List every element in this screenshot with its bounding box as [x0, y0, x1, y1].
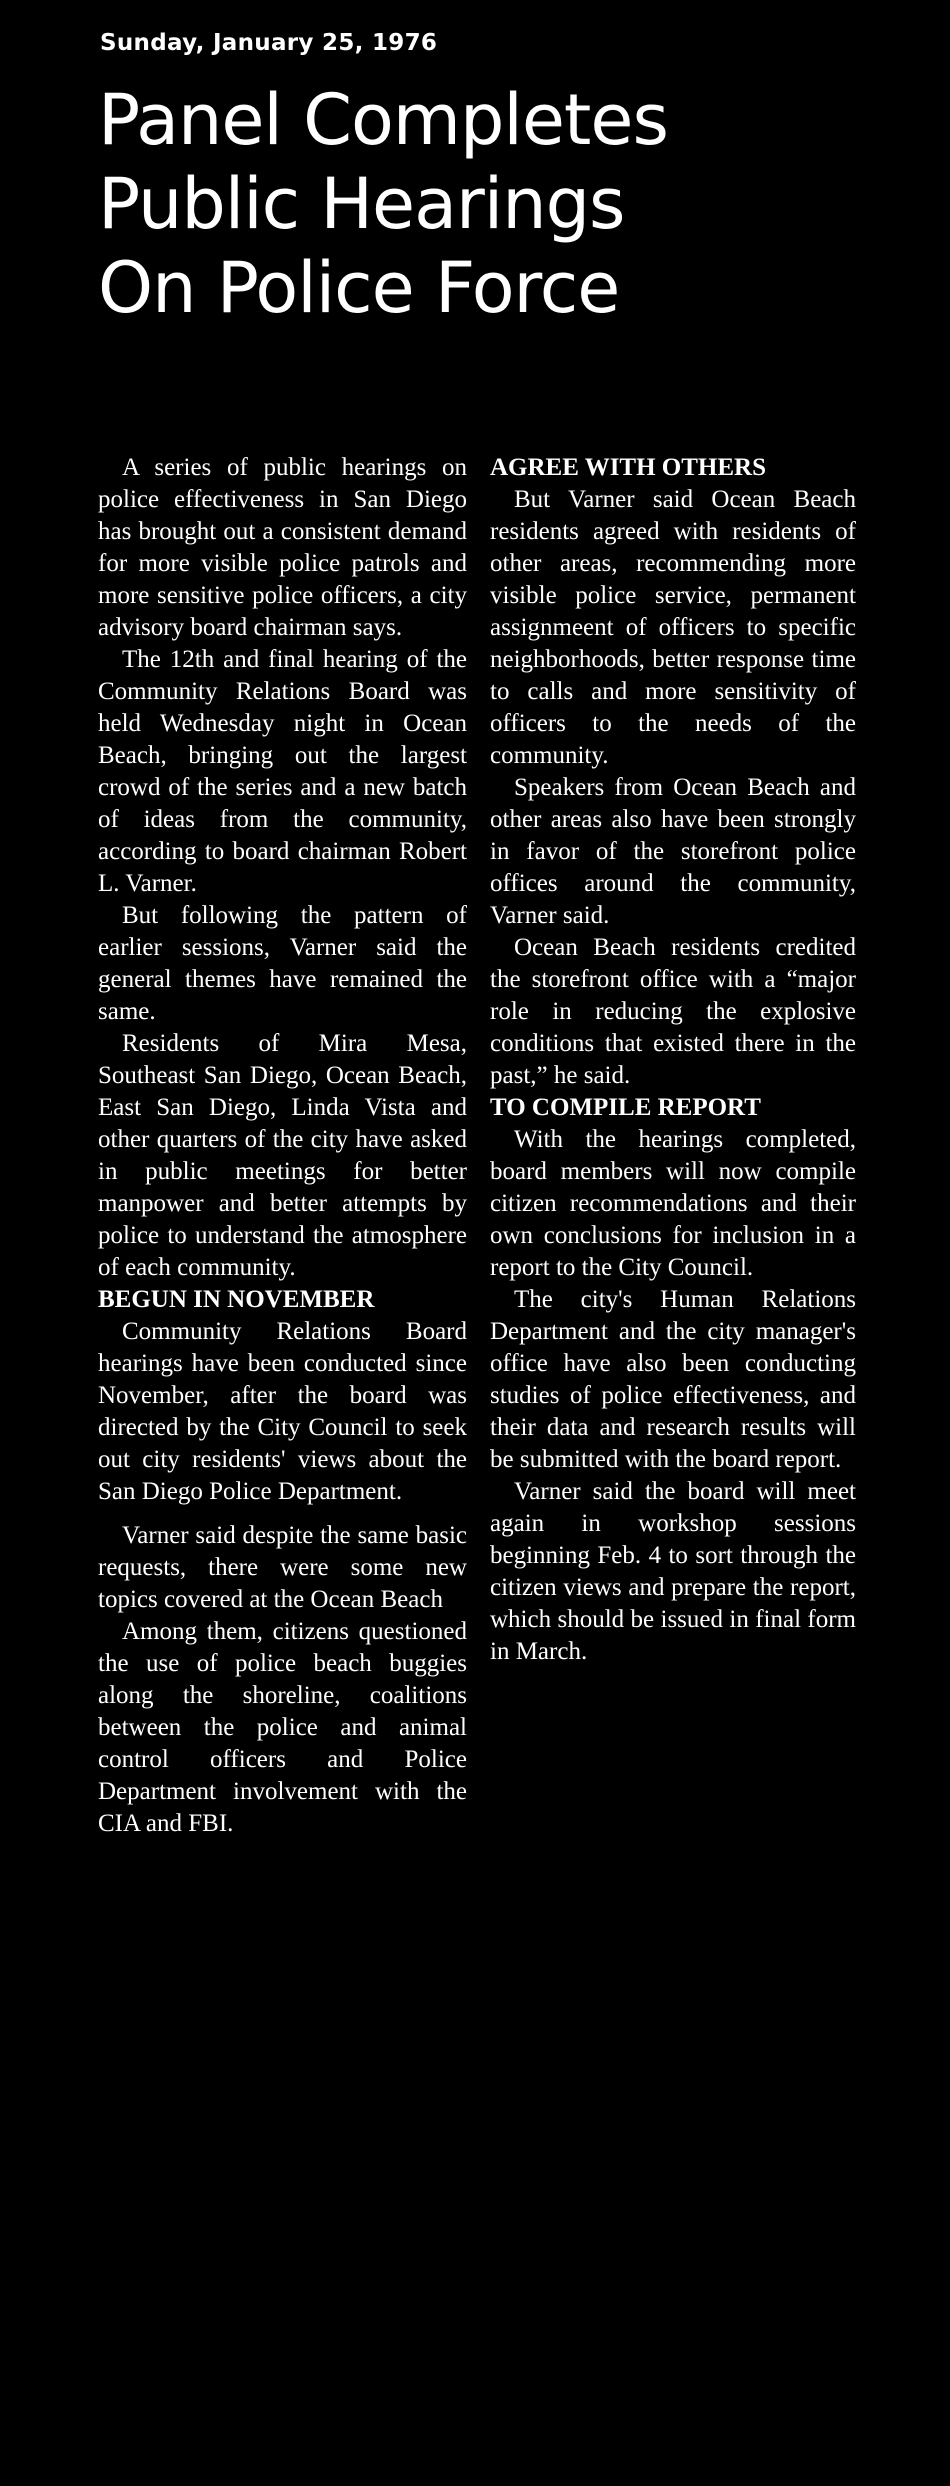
headline: [98, 78, 668, 330]
paragraph: Varner said despite the same basic requests, there were some new topics covered at the Ocean Beach: [98, 1522, 467, 1613]
paragraph: With the hearings completed, board members will now compile citizen recommendations and their own conclusions for inclusion in a report to the City Council.: [490, 1126, 856, 1281]
paragraph: Ocean Beach residents credited the storefront office with a “major role in reducing the explosive conditions that existed there in the past,” he said.: [490, 934, 856, 1089]
paragraph: Speakers from Ocean Beach and other areas also have been strongly in favor of the storefront police offices around the community, Varner said.: [490, 774, 856, 929]
paragraph: The 12th and final hearing of the Community Relations Board was held Wednesday night in Ocean Beach, bringing out the largest crowd of the series and a new batch of ideas from the community, according to board chairman Robert L. Varner.: [98, 646, 467, 897]
paragraph: Among them, citizens questioned the use of police beach buggies along the shoreline, coalitions between the police and animal control officers and Police Department involvement with the CIA and FBI.: [98, 1618, 467, 1837]
headline-line: On Police Force: [98, 247, 620, 329]
article-column-left: [98, 452, 467, 1840]
paragraph: Varner said the board will meet again in workshop sessions beginning Feb. 4 to sort through the citizen views and prepare the report, which should be issued in final form in March.: [490, 1478, 856, 1665]
paragraph: But following the pattern of earlier sessions, Varner said the general themes have remained the same.: [98, 902, 467, 1025]
article-column-right: [490, 452, 856, 1668]
subheading: TO COMPILE REPORT: [490, 1094, 761, 1121]
subheading: BEGUN IN NOVEMBER: [98, 1286, 375, 1313]
headline-line: Public Hearings: [98, 163, 625, 245]
dateline: Sunday, January 25, 1976: [100, 30, 438, 56]
headline-line: Panel Completes: [98, 79, 668, 161]
paragraph: Community Relations Board hearings have been conducted since November, after the board was directed by the City Council to seek out city residents' views about the San Diego Police Department.: [98, 1318, 467, 1505]
paragraph: A series of public hearings on police effectiveness in San Diego has brought out a consistent demand for more visible police patrols and more sensitive police officers, a city advisory board chairman says.: [98, 454, 467, 641]
paragraph: The city's Human Relations Department and the city manager's office have also been conducting studies of police effectiveness, and their data and research results will be submitted with the board report.: [490, 1286, 856, 1473]
paragraph: But Varner said Ocean Beach residents agreed with residents of other areas, recommending more visible police service, permanent assignmeent of officers to specific neighborhoods, better response time to calls and more sensitivity of officers to the needs of the community.: [490, 486, 856, 769]
subheading: AGREE WITH OTHERS: [490, 454, 767, 481]
paragraph: Residents of Mira Mesa, Southeast San Diego, Ocean Beach, East San Diego, Linda Vista and other quarters of the city have asked in public meetings for better manpower and better attempts by police to understand the atmosphere of each community.: [98, 1030, 467, 1281]
